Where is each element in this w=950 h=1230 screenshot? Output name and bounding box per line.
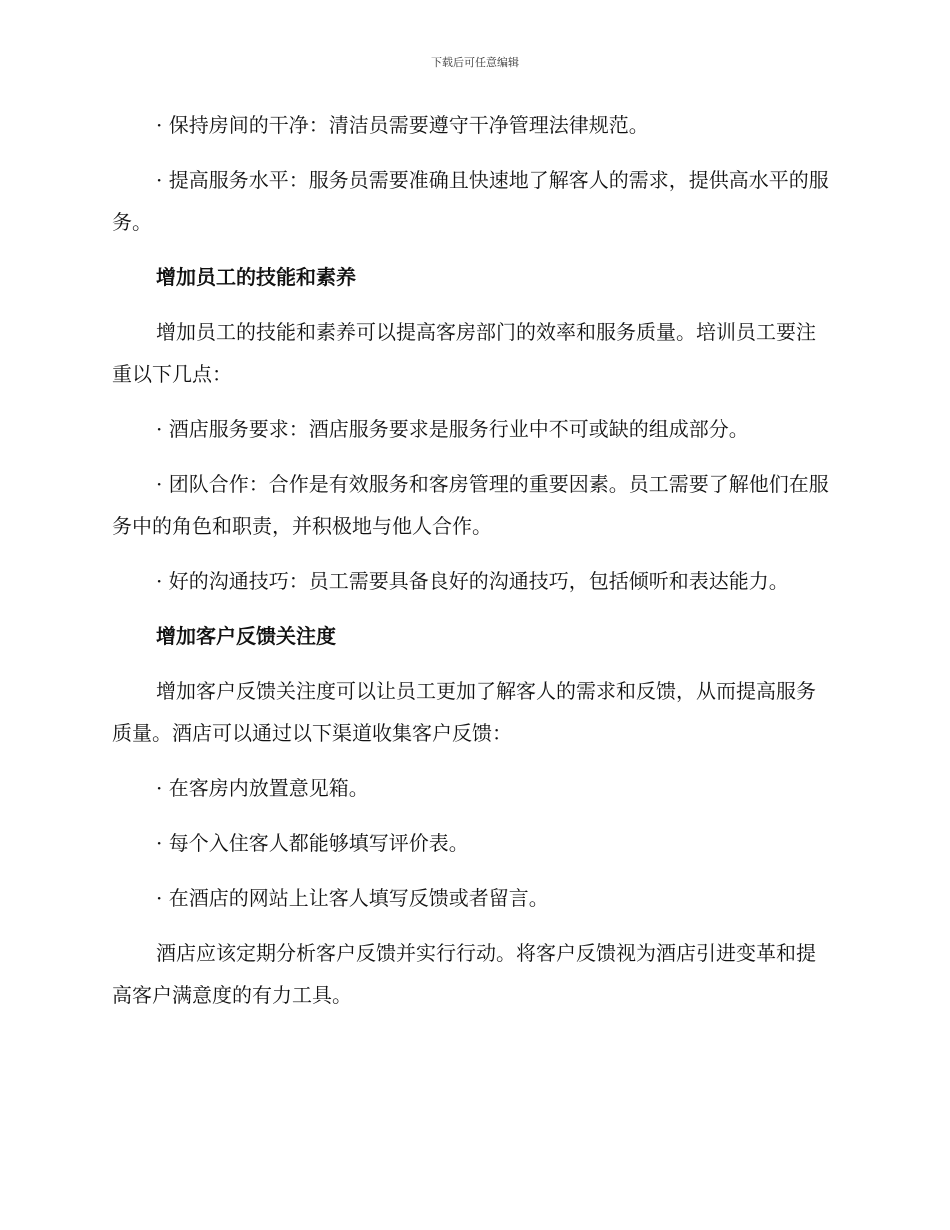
paragraph-customer-feedback-intro: 增加客户反馈关注度可以让员工更加了解客人的需求和反馈，从而提高服务质量。酒店可以通过以下渠道收集客户反馈：	[112, 679, 816, 745]
bullet-improve-service: · 提高服务水平：服务员需要准确且快速地了解客人的需求，提供高水平的服务。	[112, 168, 829, 234]
document-body	[112, 104, 832, 1029]
bullet-communication-skills: · 好的沟通技巧：员工需要具备良好的沟通技巧，包括倾听和表达能力。	[156, 569, 789, 593]
page-header: 下载后可任意编辑	[431, 56, 519, 69]
bullet-teamwork: · 团队合作：合作是有效服务和客房管理的重要因素。员工需要了解他们在服务中的角色和职责，并积极地与他人合作。	[112, 472, 829, 538]
bullet-website-feedback: · 在酒店的网站上让客人填写反馈或者留言。	[156, 886, 549, 910]
bullet-keep-room-clean: · 保持房间的干净：清洁员需要遵守干净管理法律规范。	[156, 113, 649, 137]
bullet-suggestion-box: · 在客房内放置意见箱。	[156, 776, 369, 800]
paragraph-feedback-conclusion: 酒店应该定期分析客户反馈并实行行动。将客户反馈视为酒店引进变革和提高客户满意度的有力工具。	[112, 941, 816, 1007]
section-heading-staff-skills: 增加员工的技能和素养	[156, 265, 356, 289]
section-heading-customer-feedback: 增加客户反馈关注度	[156, 624, 336, 648]
bullet-hotel-service-requirements: · 酒店服务要求：酒店服务要求是服务行业中不可或缺的组成部分。	[156, 417, 749, 441]
bullet-evaluation-form: · 每个入住客人都能够填写评价表。	[156, 831, 469, 855]
paragraph-staff-skills-intro: 增加员工的技能和素养可以提高客房部门的效率和服务质量。培训员工要注重以下几点：	[112, 320, 816, 386]
